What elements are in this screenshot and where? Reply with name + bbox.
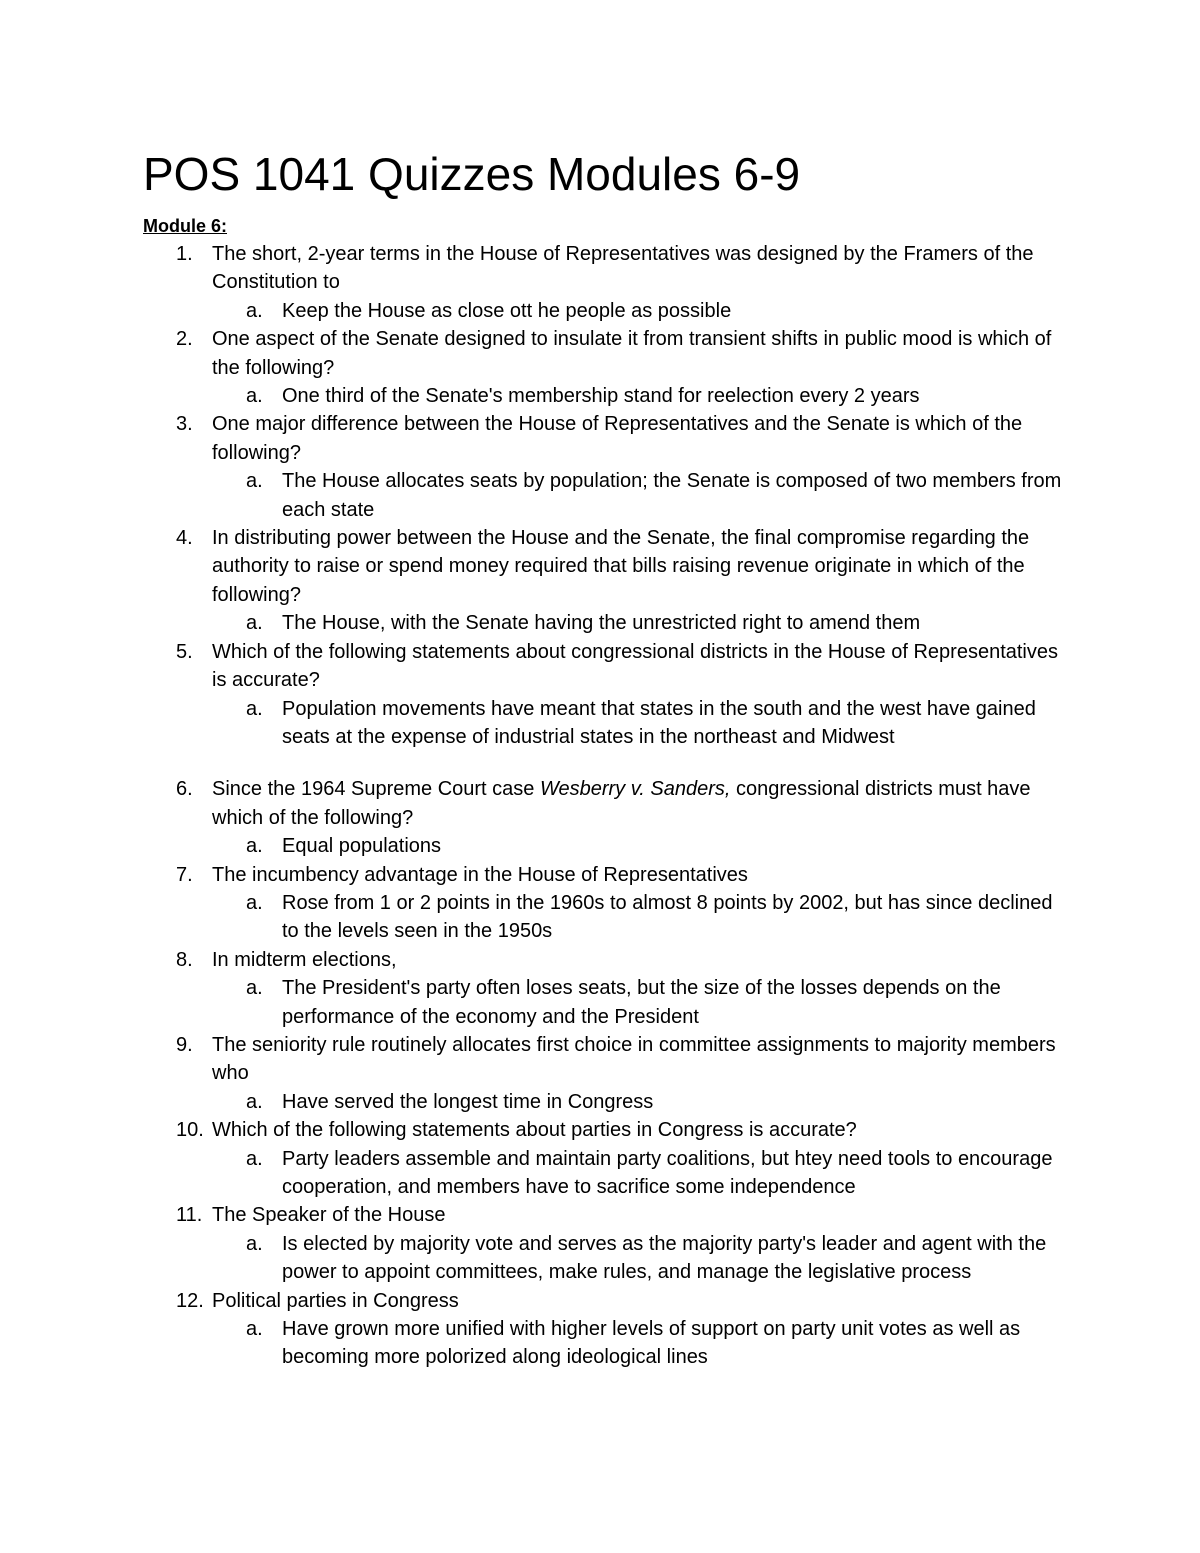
question-item — [143, 946, 1063, 1031]
question-text: In distributing power between the House and the Senate, the final compromise regarding the authority to raise or spend money required that bills raising revenue originate in which of the following? — [212, 527, 1030, 606]
question-item — [143, 638, 1063, 752]
answer-text: Keep the House as close ott he people as possible — [282, 299, 732, 322]
question-item — [143, 1287, 1063, 1372]
question-item — [143, 861, 1063, 946]
answer-text: The House allocates seats by population; the Senate is composed of two members from each state — [282, 470, 1062, 521]
answer-marker: a. — [246, 697, 263, 720]
answer-marker: a. — [246, 612, 263, 635]
answer-text: Is elected by majority vote and serves as the majority party's leader and agent with the power to appoint committees, make rules, and manage the legislative process — [282, 1232, 1047, 1284]
question-number: 11. — [176, 1204, 203, 1227]
question-list — [143, 240, 1063, 1372]
question-number: 10. — [176, 1119, 204, 1142]
question-number: 2. — [176, 328, 193, 351]
answer-marker: a. — [246, 977, 263, 1000]
module-heading: Module 6: — [143, 216, 227, 236]
answer-item — [211, 1230, 1063, 1287]
document-page — [143, 146, 1063, 1372]
answer-marker: a. — [246, 385, 263, 408]
answer-text: Population movements have meant that states in the south and the west have gained seats at the expense of industrial states in the northeast and Midwest — [282, 697, 1036, 748]
blank-line — [143, 751, 1063, 775]
question-text: One major difference between the House of Representatives and the Senate is which of the following? — [212, 413, 1023, 464]
question-item — [143, 1201, 1063, 1286]
question-text: Political parties in Congress — [212, 1289, 459, 1312]
question-number: 6. — [176, 778, 193, 801]
question-number: 1. — [176, 243, 193, 265]
answer-item — [211, 1088, 1063, 1116]
question-number: 4. — [176, 527, 193, 550]
question-text: The short, 2-year terms in the House of Representatives was designed by the Framers of the Constitution to — [212, 243, 1034, 294]
answer-text: Have grown more unified with higher levels of support on party unit votes as well as becoming more polorized along ideological lines — [282, 1318, 1021, 1369]
answer-text: The President's party often loses seats, but the size of the losses depends on the performance of the economy and the President — [282, 977, 1001, 1028]
answer-item — [211, 695, 1063, 752]
question-text: In midterm elections, — [212, 948, 397, 971]
question-text-part: Since the 1964 Supreme Court case — [212, 778, 540, 801]
page-title: POS 1041 Quizzes Modules 6-9 — [143, 148, 801, 200]
question-number: 7. — [176, 863, 193, 886]
question-item — [143, 240, 1063, 325]
question-number: 9. — [176, 1033, 193, 1056]
answer-item — [211, 609, 1063, 637]
answer-text: The House, with the Senate having the unrestricted right to amend them — [282, 612, 921, 635]
question-item — [143, 775, 1063, 860]
answer-item — [211, 467, 1063, 524]
question-number: 8. — [176, 948, 193, 971]
question-number: 12. — [176, 1289, 204, 1312]
question-text: The Speaker of the House — [212, 1204, 446, 1227]
question-item — [143, 524, 1063, 638]
answer-text: Have served the longest time in Congress — [282, 1090, 654, 1113]
case-name: Wesberry v. Sanders, — [539, 778, 731, 801]
answer-item — [211, 297, 1063, 325]
answer-marker: a. — [246, 470, 263, 493]
question-text: Which of the following statements about parties in Congress is accurate? — [212, 1119, 857, 1142]
question-text: Which of the following statements about congressional districts in the House of Representatives is accurate? — [212, 640, 1058, 692]
question-text: The incumbency advantage in the House of Representatives — [212, 863, 748, 886]
answer-marker: a. — [246, 1318, 263, 1341]
answer-item — [211, 889, 1063, 946]
answer-text: Rose from 1 or 2 points in the 1960s to almost 8 points by 2002, but has since declined to the levels seen in the 1950s — [282, 891, 1053, 943]
question-item — [143, 1116, 1063, 1201]
question-item — [143, 1031, 1063, 1116]
answer-marker: a. — [246, 891, 263, 914]
answer-text: Party leaders assemble and maintain party coalitions, but htey need tools to encourage cooperation, and members have to sacrifice some independence — [282, 1147, 1053, 1198]
question-text: The seniority rule routinely allocates first choice in committee assignments to majority members who — [212, 1033, 1056, 1085]
answer-item — [211, 382, 1063, 410]
answer-item — [211, 1145, 1063, 1202]
answer-item — [211, 974, 1063, 1031]
answer-text: One third of the Senate's membership stand for reelection every 2 years — [282, 385, 920, 408]
answer-text: Equal populations — [282, 835, 442, 858]
question-item — [143, 325, 1063, 410]
question-text: One aspect of the Senate designed to insulate it from transient shifts in public mood is which of the following? — [212, 328, 1052, 379]
question-number: 5. — [176, 640, 193, 663]
question-text-part: congressional districts must have which of the following? — [212, 778, 1031, 829]
answer-marker: a. — [246, 1090, 263, 1113]
answer-marker: a. — [246, 835, 263, 858]
answer-marker: a. — [246, 1147, 263, 1170]
answer-item — [211, 1315, 1063, 1372]
answer-marker: a. — [246, 299, 263, 322]
question-item — [143, 410, 1063, 524]
answer-marker: a. — [246, 1232, 263, 1255]
question-text — [212, 775, 1063, 832]
answer-item — [211, 832, 1063, 860]
question-number: 3. — [176, 413, 193, 436]
